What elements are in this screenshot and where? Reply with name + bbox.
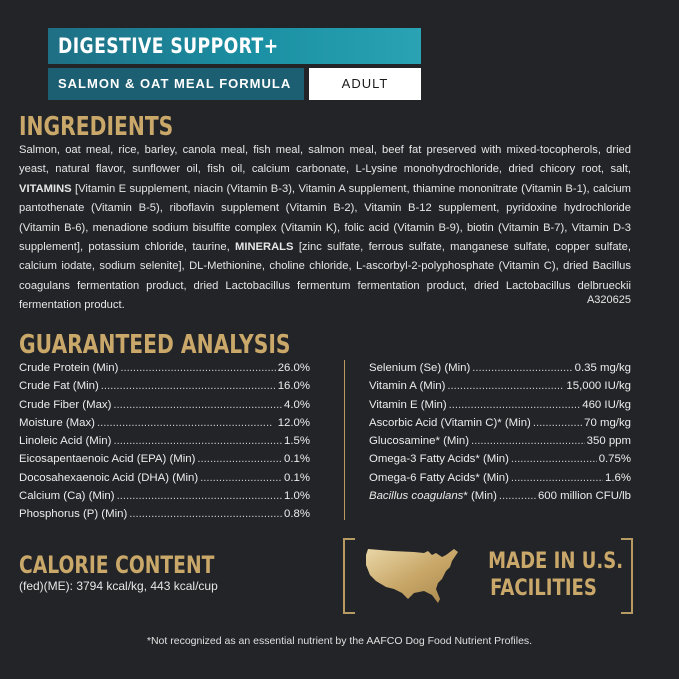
leader-dots [499,490,536,502]
analysis-row [369,435,631,453]
leader-dots [113,399,282,411]
leader-dots [97,417,276,429]
leader-dots [449,399,581,411]
leader-dots [117,490,282,502]
nutrient-label: Omega-3 Fatty Acids* (Min) [369,453,509,466]
nutrient-label: Phosphorus (P) (Min) [19,508,128,521]
nutrient-value: 0.35 mg/kg [574,362,631,374]
leader-dots [197,453,282,465]
nutrient-value: 0.75% [598,453,631,466]
leader-dots [113,435,282,447]
nutrient-value: 0.8% [284,508,310,521]
analysis-row [19,508,310,526]
made-in-line2: FACILITIES [490,576,597,601]
analysis-row [369,362,631,380]
nutrient-label: Docosahexaenoic Acid (DHA) (Min) [19,471,199,484]
product-title: DIGESTIVE SUPPORT+ [58,34,279,58]
calorie-heading: CALORIE CONTENT [19,551,215,579]
ingredients-text [19,141,631,316]
analysis-row [369,399,631,417]
nutrient-value: 600 million CFU/lb [537,490,631,503]
analysis-row [369,417,631,435]
life-stage-label: ADULT [341,76,389,91]
nutrient-value: 70 mg/kg [584,416,631,429]
nutrient-label-suffix: * (Min) [463,490,497,503]
ingredients-part2: [Vitamin E supplement, niacin (Vitamin B-3), Vitamin A supplement, thiamine mononitrate (Vitamin B-1), calcium pantothenate (Vitamin B-5), riboflavin supplement (Vitamin B-2), Vitamin B-12 supplement, pyridoxine hydrochloride (Vitamin B-6), menadione sodium bisulfite complex (Vitamin K), folic acid (Vitamin B-9), biotin (Vitamin B-7), Vitamin D-3 supplement], potassium chloride, taurine, [19,182,631,254]
analysis-row [19,453,310,471]
nutrient-value: 460 IU/kg [582,398,631,411]
nutrient-value: 1.0% [284,490,310,503]
leader-dots [447,380,564,392]
vitamins-label: VITAMINS [19,182,72,195]
leader-dots [120,362,275,374]
nutrient-label-italic: Bacillus coagulans [369,490,464,503]
leader-dots [200,472,282,484]
analysis-row [369,472,631,490]
analysis-row [369,453,631,471]
leader-dots [511,472,603,484]
nutrient-label: Crude Fiber (Max) [19,398,112,411]
life-stage-badge [309,68,421,100]
nutrient-value: 4.0% [284,398,310,411]
ingredients-heading: INGREDIENTS [19,112,174,142]
nutrient-label: Eicosapentaenoic Acid (EPA) (Min) [19,453,196,466]
product-code: A320625 [586,294,631,306]
analysis-row [369,380,631,398]
formula-badge [48,68,304,100]
nutrient-value: 350 ppm [586,435,631,448]
nutrient-label: Vitamin A (Min) [369,380,446,393]
nutrient-label: Omega-6 Fatty Acids* (Min) [369,471,509,484]
footnote: *Not recognized as an essential nutrient by the AAFCO Dog Food Nutrient Profiles. [146,635,533,647]
leader-dots [129,508,282,520]
nutrient-label: Crude Fat (Min) [19,380,99,393]
formula-label: SALMON & OAT MEAL FORMULA [58,76,292,91]
nutrient-value: 26.0% [277,362,310,374]
analysis-row [19,417,310,435]
nutrient-label: Linoleic Acid (Min) [19,435,112,448]
analysis-row [19,472,310,490]
nutrient-label: Vitamin E (Min) [369,398,447,411]
column-divider [344,360,345,520]
analysis-row [19,435,310,453]
nutrient-label: Glucosamine* (Min) [369,435,470,448]
minerals-label: MINERALS [235,241,294,254]
nutrient-value: 16.0% [277,380,310,393]
leader-dots [533,417,582,429]
made-in-line1: MADE IN U.S. [488,549,624,574]
leader-dots [471,435,585,447]
product-title-banner [48,28,421,64]
nutrient-value: 1.6% [605,471,631,484]
nutrient-label [369,490,497,502]
analysis-row [19,399,310,417]
nutrient-value: 15,000 IU/kg [566,380,631,393]
nutrient-label: Moisture (Max) [19,416,95,429]
nutrient-label: Calcium (Ca) (Min) [19,490,115,503]
analysis-heading: GUARANTEED ANALYSIS [19,330,291,360]
nutrient-label: Selenium (Se) (Min) [369,362,471,374]
ingredients-part3: [zinc sulfate, ferrous sulfate, manganese sulfate, copper sulfate, calcium iodate, sodium selenite], DL-Methionine, choline chloride, L-ascorbyl-2-polyphosphate (Vitamin C), dried Bacillus coagulans fermentation product, dried Lactobacillus fermentum fermentation product, dried Lactobacillus delbrueckii fermentation product. [19,241,631,312]
leader-dots [511,453,597,465]
nutrient-value: 12.0% [277,416,310,429]
calorie-text: (fed)(ME): 3794 kcal/kg, 443 kcal/cup [19,579,218,593]
analysis-row [19,380,310,398]
usa-map-icon [362,543,462,605]
analysis-right-column [369,362,631,508]
made-in-usa-badge [476,548,624,602]
nutrient-value: 0.1% [284,453,310,466]
nutrient-label: Crude Protein (Min) [19,362,119,374]
analysis-row [369,490,631,508]
nutrient-label: Ascorbic Acid (Vitamin C)* (Min) [369,416,531,429]
ingredients-part1: Salmon, oat meal, rice, barley, canola meal, fish meal, salmon meal, beef fat preserved with mixed-tocopherols, dried yeast, natural flavor, sunflower oil, fish oil, calcium carbonate, L-Lysine monohydrochloride, dried chicory root, salt, [19,144,631,176]
analysis-row [19,490,310,508]
badge-bracket-left [343,538,355,614]
leader-dots [472,362,572,374]
analysis-left-column [19,362,310,527]
nutrient-value: 1.5% [284,435,310,448]
nutrient-value: 0.1% [284,471,310,484]
leader-dots [101,380,276,392]
analysis-row [19,362,310,380]
